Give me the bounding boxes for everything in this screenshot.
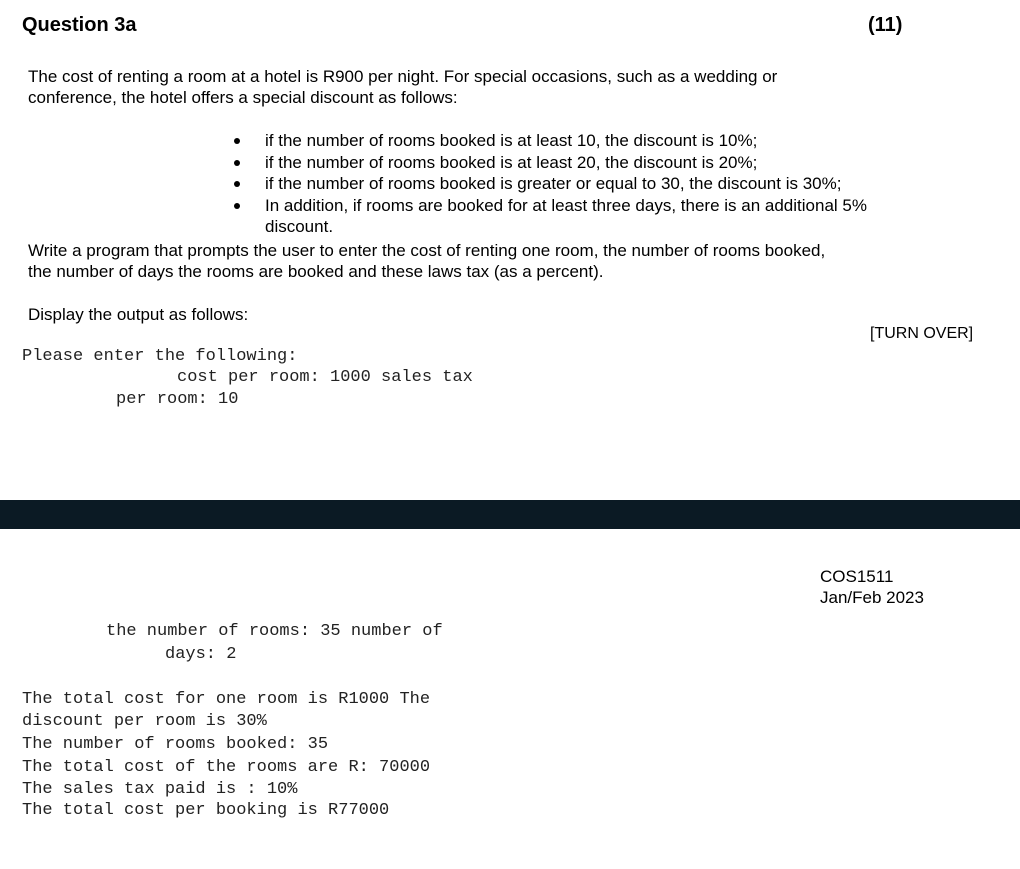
intro-line-2: conference, the hotel offers a special discount as follows: [28,88,458,107]
marks-label: (11) [868,14,903,36]
result-line: The total cost per booking is R77000 [22,801,390,820]
exam-period: Jan/Feb 2023 [820,588,924,607]
bullet-icon [234,203,240,209]
instruction-line-2: the number of days the rooms are booked and these laws tax (as a percent). [28,262,604,281]
output-line: per room: 10 [116,390,239,409]
result-line: The total cost of the rooms are R: 70000 [22,758,431,777]
bullet-item: if the number of rooms booked is at least 10, the discount is 10%; [230,130,867,152]
input-line: days: 2 [165,645,237,664]
output-line: cost per room: 1000 sales tax [177,368,473,387]
result-line: The total cost for one room is R1000 The [22,690,431,709]
turn-over-label: [TURN OVER] [870,325,974,342]
result-line: The sales tax paid is : 10% [22,780,298,799]
page-separator [0,500,1020,529]
instruction-line-1: Write a program that prompts the user to enter the cost of renting one room, the number of rooms booked, [28,241,826,260]
discount-bullet-list [230,130,867,238]
bullet-item: if the number of rooms booked is greater or equal to 30, the discount is 30%; [230,173,867,195]
result-line: discount per room is 30% [22,712,267,731]
bullet-item: if the number of rooms booked is at least 20, the discount is 20%; [230,152,867,174]
result-line: The number of rooms booked: 35 [22,735,329,754]
bullet-icon [234,138,240,144]
intro-line-1: The cost of renting a room at a hotel is R900 per night. For special occasions, such as a wedding or [28,67,778,86]
bullet-icon [234,181,240,187]
output-line: Please enter the following: [22,347,298,366]
bullet-icon [234,160,240,166]
display-label: Display the output as follows: [28,305,249,324]
course-code: COS1511 [820,567,894,586]
input-line: the number of rooms: 35 number of [106,622,443,641]
bullet-item: In addition, if rooms are booked for at least three days, there is an additional 5% discount. [230,195,867,238]
question-heading: Question 3a [22,14,137,36]
